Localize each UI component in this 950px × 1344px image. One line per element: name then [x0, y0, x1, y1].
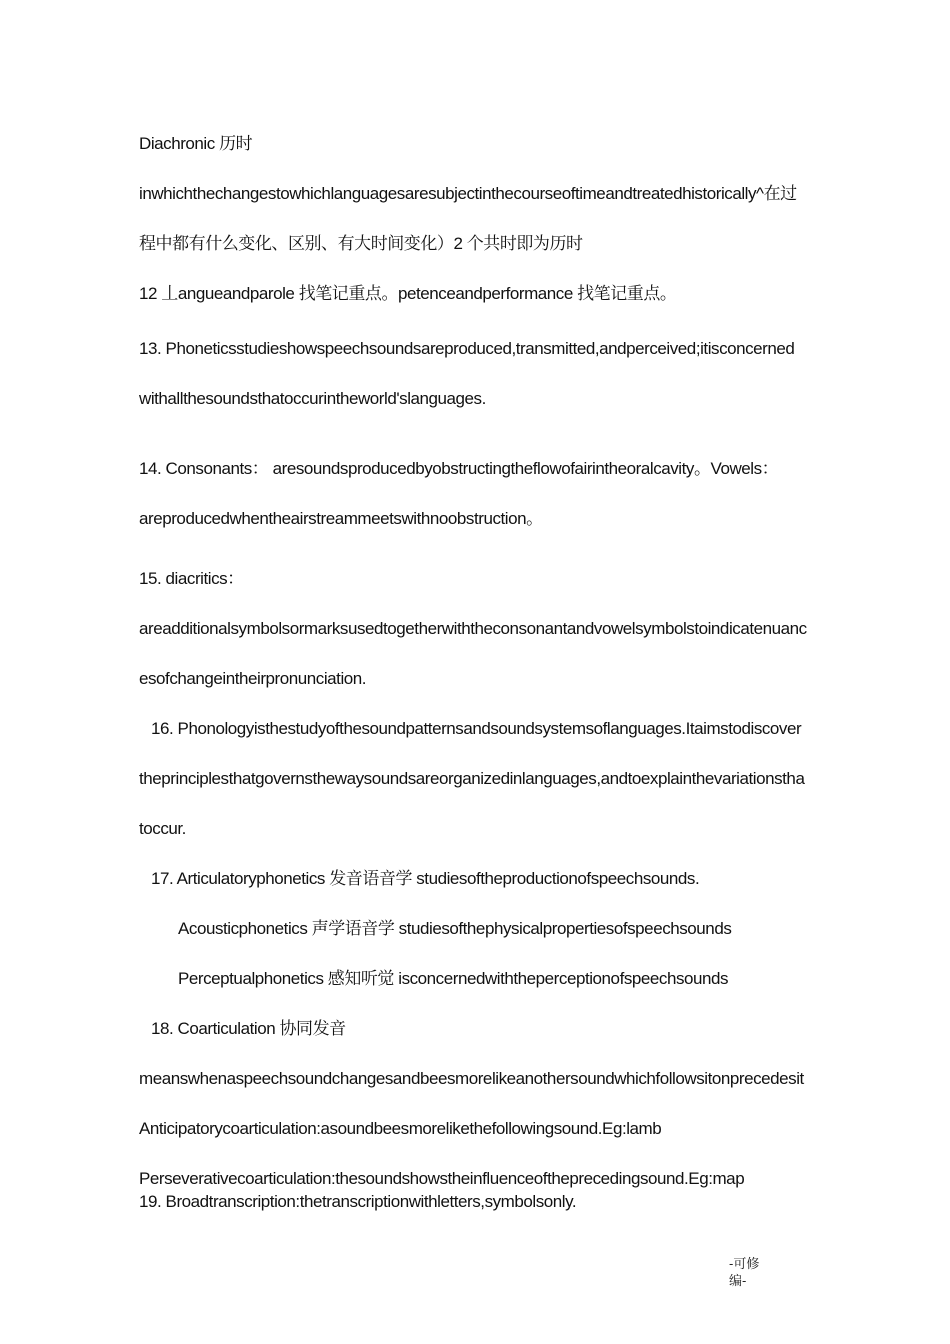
- diachronic-definition-line-2: 程中都有什么变化、区别、有大时间变化）2 个共时即为历时: [139, 234, 583, 253]
- footer-editable-note-line-2: 编-: [729, 1273, 747, 1288]
- item-13-phonetics-line-1: 13. Phoneticsstudieshowspeechsoundsareproduced,transmitted,andperceived;itisconcerned: [139, 339, 795, 358]
- item-16-phonology-line-1: 16. Phonologyisthestudyofthesoundpatternsandsoundsystemsoflanguages.Itaimstodiscover: [151, 719, 802, 738]
- item-18-anticipatory-coarticulation: Anticipatorycoarticulation:asoundbeesmorelikethefollowingsound.Eg:lamb: [139, 1119, 662, 1138]
- item-18-coarticulation-definition: meanswhenaspeechsoundchangesandbeesmorelikeanothersoundwhichfollowsitonprecedesit: [139, 1069, 804, 1088]
- item-17-articulatory-phonetics: 17. Articulatoryphonetics 发音语音学 studiesoftheproductionofspeechsounds.: [151, 869, 700, 888]
- item-14-vowels-line-2: areproducedwhentheairstreammeetswithnoobstruction。: [139, 509, 543, 528]
- item-12-langue-parole: 12 丄angueandparole 找笔记重点。petenceandperformance 找笔记重点。: [139, 284, 677, 303]
- item-15-diacritics-line-1: areadditionalsymbolsormarksusedtogetherwiththeconsonantandvowelsymbolstoindicatenuanc: [139, 619, 807, 638]
- item-13-phonetics-line-2: withallthesoundsthatoccurintheworld'slanguages.: [139, 389, 486, 408]
- diachronic-definition-line-1: inwhichthechangestowhichlanguagesaresubjectinthecourseoftimeandtreatedhistorically^在过: [139, 184, 797, 203]
- item-16-phonology-line-3: toccur.: [139, 819, 186, 838]
- item-14-consonants-line-1: 14. Consonants： aresoundsproducedbyobstructingtheflowofairintheoralcavity。Vowels：: [139, 459, 779, 478]
- footer-editable-note-line-1: -可修: [729, 1256, 760, 1271]
- item-17-acoustic-phonetics: Acousticphonetics 声学语音学 studiesofthephysicalpropertiesofspeechsounds: [178, 919, 732, 938]
- term-diachronic: Diachronic 历时: [139, 134, 253, 153]
- item-18-perseverative-coarticulation: Perseverativecoarticulation:thesoundshowstheinfluenceoftheprecedingsound.Eg:map: [139, 1169, 745, 1188]
- item-16-phonology-line-2: theprinciplesthatgovernsthewaysoundsareorganizedinlanguages,andtoexplainthevariationstha: [139, 769, 805, 788]
- item-17-perceptual-phonetics: Perceptualphonetics 感知听觉 isconcernedwiththeperceptionofspeechsounds: [178, 969, 729, 988]
- item-15-diacritics-heading: 15. diacritics：: [139, 569, 244, 588]
- item-15-diacritics-line-2: esofchangeintheirpronunciation.: [139, 669, 367, 688]
- item-18-coarticulation-heading: 18. Coarticulation 协同发音: [151, 1019, 346, 1038]
- item-19-broad-transcription: 19. Broadtranscription:thetranscriptionwithletters,symbolsonly.: [139, 1192, 577, 1211]
